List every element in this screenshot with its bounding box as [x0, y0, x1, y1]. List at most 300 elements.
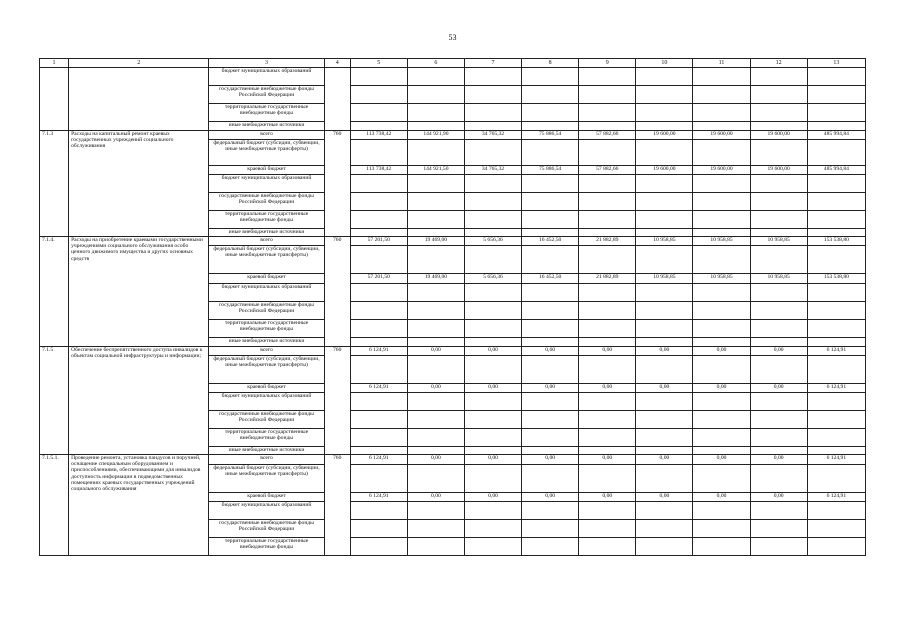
amount-cell: [807, 411, 865, 429]
amount-cell: 0,00: [464, 384, 521, 393]
funding-source: территориальные государственные внебюджетные фонды: [209, 211, 324, 229]
amount-cell: [407, 320, 464, 338]
amount-cell: 6 124,91: [807, 384, 865, 393]
amount-cell: [693, 211, 750, 229]
amount-cell: 0,00: [579, 384, 636, 393]
item-title: Расходы на приобретение краевыми государственными учреждениями социального обслуживания особо ценного движимого имущества и других основных средств: [69, 237, 209, 347]
amount-cell: 75 886,54: [522, 131, 579, 140]
amount-cell: 6 124,91: [350, 347, 407, 356]
amount-cell: [579, 104, 636, 122]
item-code: [40, 68, 69, 131]
amount-cell: [636, 246, 693, 274]
amount-cell: [807, 429, 865, 447]
amount-cell: 0,00: [464, 455, 521, 465]
amount-cell: [579, 538, 636, 556]
amount-cell: [636, 140, 693, 166]
amount-cell: [807, 122, 865, 131]
amount-cell: [693, 246, 750, 274]
amount-cell: [522, 104, 579, 122]
amount-cell: [407, 104, 464, 122]
amount-cell: 0,00: [579, 455, 636, 465]
amount-cell: [350, 229, 407, 237]
amount-cell: 16 452,50: [522, 274, 579, 284]
funding-source: всего: [209, 237, 324, 246]
amount-cell: [350, 465, 407, 493]
amount-cell: 0,00: [522, 455, 579, 465]
amount-cell: [522, 140, 579, 166]
amount-cell: [407, 411, 464, 429]
amount-cell: 34 765,32: [464, 131, 521, 140]
amount-cell: [350, 140, 407, 166]
funding-source: территориальные государственные внебюджетные фонды: [209, 104, 324, 122]
amount-cell: 0,00: [579, 347, 636, 356]
amount-cell: [407, 447, 464, 455]
funding-source: федеральный бюджет (субсидии, субвенции, иные межбюджетные трансферты): [209, 465, 324, 493]
amount-cell: 0,00: [407, 493, 464, 502]
amount-cell: [636, 86, 693, 104]
amount-cell: [807, 302, 865, 320]
table-row: [40, 68, 866, 86]
amount-cell: [350, 68, 407, 86]
header-cell: 4: [324, 59, 350, 68]
amount-cell: [464, 356, 521, 384]
amount-cell: [636, 229, 693, 237]
amount-cell: [522, 502, 579, 520]
grbs-code: 760: [324, 237, 350, 347]
table-row: [40, 455, 866, 465]
amount-cell: 144 921,90: [407, 131, 464, 140]
amount-cell: 19 469,00: [407, 237, 464, 246]
amount-cell: [636, 429, 693, 447]
funding-source: иные внебюджетные источники: [209, 447, 324, 455]
amount-cell: 6 124,91: [350, 384, 407, 393]
amount-cell: 19 600,00: [693, 131, 750, 140]
table-row: [40, 347, 866, 356]
amount-cell: 6 124,91: [350, 455, 407, 465]
amount-cell: [579, 338, 636, 347]
amount-cell: [464, 86, 521, 104]
amount-cell: [407, 193, 464, 211]
amount-cell: [579, 520, 636, 538]
amount-cell: [807, 193, 865, 211]
funding-source: государственные внебюджетные фонды Российской Федерации: [209, 520, 324, 538]
header-cell: 9: [579, 59, 636, 68]
amount-cell: [750, 393, 807, 411]
amount-cell: [693, 68, 750, 86]
amount-cell: [750, 284, 807, 302]
funding-source: бюджет муниципальных образований: [209, 175, 324, 193]
amount-cell: 485 994,84: [807, 166, 865, 175]
amount-cell: 0,00: [750, 493, 807, 502]
amount-cell: [636, 211, 693, 229]
amount-cell: [807, 393, 865, 411]
amount-cell: [350, 122, 407, 131]
amount-cell: 19 600,00: [693, 166, 750, 175]
amount-cell: [407, 140, 464, 166]
funding-source: федеральный бюджет (субсидии, субвенции, иные межбюджетные трансферты): [209, 246, 324, 274]
header-cell: 11: [693, 59, 750, 68]
amount-cell: 0,00: [464, 347, 521, 356]
amount-cell: [636, 284, 693, 302]
amount-cell: [636, 356, 693, 384]
amount-cell: [464, 520, 521, 538]
amount-cell: [579, 411, 636, 429]
funding-source: бюджет муниципальных образований: [209, 284, 324, 302]
table-row: [40, 237, 866, 246]
item-code: 7.1.4.: [40, 237, 69, 347]
amount-cell: 21 882,89: [579, 274, 636, 284]
amount-cell: [579, 175, 636, 193]
amount-cell: [464, 175, 521, 193]
amount-cell: 0,00: [407, 347, 464, 356]
amount-cell: [522, 122, 579, 131]
amount-cell: [750, 502, 807, 520]
amount-cell: [807, 68, 865, 86]
amount-cell: [693, 393, 750, 411]
amount-cell: [693, 465, 750, 493]
item-title: Обеспечение беспрепятственного доступа инвалидов к объектам социальной инфраструктуры и информации;: [69, 347, 209, 455]
page-number: 53: [448, 33, 457, 42]
amount-cell: [693, 302, 750, 320]
amount-cell: [350, 104, 407, 122]
amount-cell: [407, 86, 464, 104]
amount-cell: 0,00: [522, 384, 579, 393]
amount-cell: [464, 193, 521, 211]
amount-cell: [750, 193, 807, 211]
amount-cell: 57 882,66: [579, 131, 636, 140]
amount-cell: [750, 211, 807, 229]
amount-cell: [350, 356, 407, 384]
item-title: Проведение ремонта, установка пандусов и поручней, оснащение специальным оборудованием и приспособлениями, обеспечивающими для инвалидов доступность информации в подведомственных помещениях краевых государственных учреждений социального обслуживания: [69, 455, 209, 556]
amount-cell: [350, 538, 407, 556]
amount-cell: [407, 520, 464, 538]
amount-cell: [693, 140, 750, 166]
amount-cell: 5 656,36: [464, 237, 521, 246]
amount-cell: [407, 338, 464, 347]
amount-cell: [807, 104, 865, 122]
amount-cell: 16 452,50: [522, 237, 579, 246]
amount-cell: 75 886,54: [522, 166, 579, 175]
funding-source: краевой бюджет: [209, 166, 324, 175]
amount-cell: [407, 211, 464, 229]
amount-cell: [636, 447, 693, 455]
amount-cell: 153 538,80: [807, 274, 865, 284]
amount-cell: [522, 193, 579, 211]
amount-cell: 485 994,84: [807, 131, 865, 140]
amount-cell: 0,00: [693, 493, 750, 502]
header-cell: 7: [464, 59, 521, 68]
amount-cell: [750, 465, 807, 493]
funding-source: всего: [209, 455, 324, 465]
amount-cell: [464, 284, 521, 302]
amount-cell: [522, 411, 579, 429]
amount-cell: [807, 447, 865, 455]
header-cell: 6: [407, 59, 464, 68]
amount-cell: 113 738,42: [350, 131, 407, 140]
amount-cell: [464, 320, 521, 338]
amount-cell: [693, 320, 750, 338]
amount-cell: [464, 538, 521, 556]
amount-cell: [693, 175, 750, 193]
amount-cell: [464, 465, 521, 493]
amount-cell: 0,00: [407, 455, 464, 465]
amount-cell: [579, 193, 636, 211]
amount-cell: [522, 465, 579, 493]
amount-cell: [750, 140, 807, 166]
table-row: [40, 131, 866, 140]
amount-cell: [693, 447, 750, 455]
amount-cell: [579, 356, 636, 384]
funding-source: федеральный бюджет (субсидии, субвенции, иные межбюджетные трансферты): [209, 356, 324, 384]
amount-cell: [522, 229, 579, 237]
funding-source: государственные внебюджетные фонды Российской Федерации: [209, 302, 324, 320]
funding-source: краевой бюджет: [209, 274, 324, 284]
amount-cell: 0,00: [636, 384, 693, 393]
grbs-code: 760: [324, 347, 350, 455]
amount-cell: 0,00: [579, 493, 636, 502]
amount-cell: [807, 520, 865, 538]
amount-cell: [807, 86, 865, 104]
budget-table: [39, 58, 866, 556]
amount-cell: [464, 68, 521, 86]
amount-cell: 0,00: [693, 347, 750, 356]
amount-cell: [693, 122, 750, 131]
amount-cell: [579, 502, 636, 520]
amount-cell: [522, 68, 579, 86]
amount-cell: [693, 338, 750, 347]
amount-cell: 19 600,00: [750, 131, 807, 140]
header-row: [40, 59, 866, 68]
amount-cell: [407, 302, 464, 320]
amount-cell: [693, 284, 750, 302]
amount-cell: [407, 429, 464, 447]
amount-cell: 10 958,85: [750, 237, 807, 246]
amount-cell: [693, 86, 750, 104]
amount-cell: 10 958,85: [636, 274, 693, 284]
amount-cell: [522, 302, 579, 320]
amount-cell: [807, 140, 865, 166]
amount-cell: 0,00: [522, 493, 579, 502]
amount-cell: [807, 338, 865, 347]
item-title: Расходы на капитальный ремонт краевых государственных учреждений социального обслуживания: [69, 131, 209, 237]
amount-cell: 6 124,91: [807, 455, 865, 465]
amount-cell: [522, 447, 579, 455]
amount-cell: [636, 393, 693, 411]
header-cell: 5: [350, 59, 407, 68]
amount-cell: [522, 284, 579, 302]
amount-cell: [464, 502, 521, 520]
amount-cell: [522, 393, 579, 411]
funding-source: государственные внебюджетные фонды Российской Федерации: [209, 411, 324, 429]
amount-cell: [807, 465, 865, 493]
amount-cell: [636, 538, 693, 556]
amount-cell: [579, 86, 636, 104]
amount-cell: [407, 284, 464, 302]
funding-source: бюджет муниципальных образований: [209, 393, 324, 411]
amount-cell: [750, 122, 807, 131]
amount-cell: 153 538,80: [807, 237, 865, 246]
amount-cell: [579, 465, 636, 493]
amount-cell: [807, 175, 865, 193]
funding-source: иные внебюджетные источники: [209, 122, 324, 131]
amount-cell: [350, 447, 407, 455]
amount-cell: [407, 502, 464, 520]
amount-cell: [579, 140, 636, 166]
amount-cell: [522, 246, 579, 274]
amount-cell: [693, 356, 750, 384]
amount-cell: [464, 411, 521, 429]
amount-cell: 6 124,91: [350, 493, 407, 502]
amount-cell: 6 124,91: [807, 347, 865, 356]
header-cell: 3: [209, 59, 324, 68]
amount-cell: [407, 229, 464, 237]
amount-cell: [464, 338, 521, 347]
amount-cell: [464, 393, 521, 411]
amount-cell: [407, 175, 464, 193]
amount-cell: [407, 538, 464, 556]
funding-source: федеральный бюджет (субсидии, субвенции, иные межбюджетные трансферты): [209, 140, 324, 166]
amount-cell: [407, 68, 464, 86]
amount-cell: [522, 429, 579, 447]
amount-cell: [807, 246, 865, 274]
funding-source: государственные внебюджетные фонды Российской Федерации: [209, 86, 324, 104]
amount-cell: [350, 338, 407, 347]
amount-cell: 19 600,00: [750, 166, 807, 175]
amount-cell: [407, 356, 464, 384]
header-cell: 13: [807, 59, 865, 68]
amount-cell: [750, 86, 807, 104]
amount-cell: [750, 429, 807, 447]
amount-cell: [636, 175, 693, 193]
amount-cell: [807, 284, 865, 302]
amount-cell: [464, 246, 521, 274]
amount-cell: 0,00: [693, 384, 750, 393]
amount-cell: [693, 429, 750, 447]
amount-cell: [350, 520, 407, 538]
amount-cell: [807, 320, 865, 338]
amount-cell: [522, 175, 579, 193]
amount-cell: 0,00: [750, 455, 807, 465]
funding-source: бюджет муниципальных образований: [209, 68, 324, 86]
funding-source: всего: [209, 131, 324, 140]
amount-cell: [807, 229, 865, 237]
funding-source: всего: [209, 347, 324, 356]
amount-cell: [636, 411, 693, 429]
amount-cell: [579, 211, 636, 229]
amount-cell: [693, 411, 750, 429]
amount-cell: [522, 538, 579, 556]
funding-source: государственные внебюджетные фонды Российской Федерации: [209, 193, 324, 211]
amount-cell: [579, 429, 636, 447]
item-title: [69, 68, 209, 131]
funding-source: иные внебюджетные источники: [209, 229, 324, 237]
amount-cell: [350, 302, 407, 320]
amount-cell: [807, 538, 865, 556]
amount-cell: 10 958,85: [750, 274, 807, 284]
amount-cell: [750, 538, 807, 556]
amount-cell: [464, 104, 521, 122]
amount-cell: [350, 211, 407, 229]
amount-cell: 19 469,00: [407, 274, 464, 284]
amount-cell: [750, 229, 807, 237]
amount-cell: [350, 246, 407, 274]
header-cell: 12: [750, 59, 807, 68]
amount-cell: [350, 502, 407, 520]
amount-cell: [522, 211, 579, 229]
amount-cell: [636, 302, 693, 320]
amount-cell: [693, 502, 750, 520]
item-code: 7.1.3: [40, 131, 69, 237]
amount-cell: [350, 320, 407, 338]
amount-cell: [522, 356, 579, 384]
amount-cell: [522, 338, 579, 347]
grbs-code: [324, 68, 350, 131]
amount-cell: [464, 429, 521, 447]
amount-cell: [464, 229, 521, 237]
amount-cell: 21 882,89: [579, 237, 636, 246]
amount-cell: [350, 86, 407, 104]
amount-cell: [579, 447, 636, 455]
amount-cell: 0,00: [636, 493, 693, 502]
amount-cell: 5 656,36: [464, 274, 521, 284]
amount-cell: [579, 229, 636, 237]
amount-cell: [750, 302, 807, 320]
amount-cell: [636, 320, 693, 338]
funding-source: бюджет муниципальных образований: [209, 502, 324, 520]
amount-cell: 0,00: [636, 347, 693, 356]
amount-cell: [464, 302, 521, 320]
item-code: 7.1.5.1.: [40, 455, 69, 556]
funding-source: территориальные государственные внебюджетные фонды: [209, 429, 324, 447]
amount-cell: [464, 140, 521, 166]
amount-cell: [750, 338, 807, 347]
amount-cell: [807, 502, 865, 520]
amount-cell: 113 738,42: [350, 166, 407, 175]
amount-cell: [579, 393, 636, 411]
amount-cell: 0,00: [636, 455, 693, 465]
amount-cell: [522, 320, 579, 338]
amount-cell: [522, 86, 579, 104]
amount-cell: 0,00: [693, 455, 750, 465]
amount-cell: [636, 338, 693, 347]
amount-cell: 57 201,50: [350, 237, 407, 246]
amount-cell: [750, 104, 807, 122]
amount-cell: 0,00: [750, 384, 807, 393]
amount-cell: 0,00: [407, 384, 464, 393]
amount-cell: [407, 246, 464, 274]
amount-cell: [693, 538, 750, 556]
amount-cell: 6 124,91: [807, 493, 865, 502]
amount-cell: [750, 411, 807, 429]
amount-cell: [750, 320, 807, 338]
amount-cell: [350, 175, 407, 193]
amount-cell: [407, 393, 464, 411]
amount-cell: 10 958,85: [693, 237, 750, 246]
amount-cell: [579, 246, 636, 274]
amount-cell: [579, 284, 636, 302]
item-code: 7.1.5: [40, 347, 69, 455]
amount-cell: [350, 284, 407, 302]
amount-cell: [750, 175, 807, 193]
amount-cell: [579, 302, 636, 320]
amount-cell: [750, 246, 807, 274]
amount-cell: [807, 356, 865, 384]
grbs-code: 760: [324, 131, 350, 237]
amount-cell: 0,00: [464, 493, 521, 502]
amount-cell: [464, 211, 521, 229]
amount-cell: 10 958,85: [693, 274, 750, 284]
amount-cell: [579, 68, 636, 86]
